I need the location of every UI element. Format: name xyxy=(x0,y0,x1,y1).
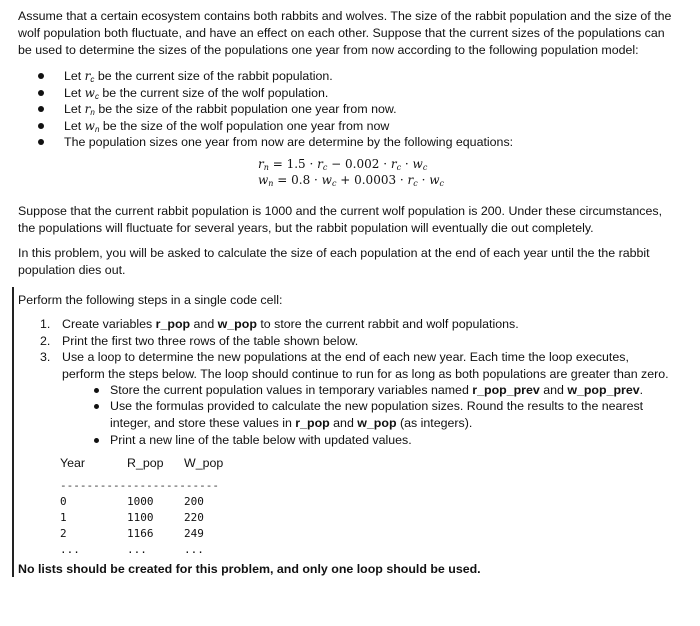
list-item: Let $r_c$ be the current size of the rabbit population. xyxy=(38,68,668,85)
bullet-icon xyxy=(38,123,44,129)
bullet-icon xyxy=(94,438,99,443)
bullet-icon xyxy=(94,404,99,409)
bullet-icon xyxy=(38,73,44,79)
equation-rabbit: $r_n = 1.5 \cdot r_c - 0.002 \cdot r_c \cdot w_c$ xyxy=(258,157,428,172)
task-paragraph: In this problem, you will be asked to calculate the size of each population at the end of each year until the the rabbit population dies out. xyxy=(18,246,650,277)
table-header-wpop: W_pop xyxy=(184,456,224,470)
table-cell: 1000 xyxy=(127,495,154,508)
equation-wolf: $w_n = 0.8 \cdot w_c + 0.0003 \cdot r_c \cdot w_c$ xyxy=(258,173,444,188)
step-item: 3. Use a loop to determine the new populations at the end of each new year. Each time the loop executes, perform the steps below. The loop should continue to run for as long as both populations are greater than zero. xyxy=(40,350,669,381)
steps-list xyxy=(40,316,670,383)
table-header-year: Year xyxy=(60,456,86,470)
section-divider-bar xyxy=(12,287,14,577)
table-rule: ------------------------ xyxy=(60,479,219,492)
table-cell: 220 xyxy=(184,511,204,524)
bullet-icon xyxy=(94,388,99,393)
table-cell: 200 xyxy=(184,495,204,508)
table-cell: ... xyxy=(60,543,80,556)
step-item: 1. Create variables r_pop and w_pop to store the current rabbit and wolf populations. xyxy=(40,317,519,331)
footer-note: No lists should be created for this problem, and only one loop should be used. xyxy=(18,562,481,576)
sub-step-item: Store the current population values in temporary variables named r_pop_prev and w_pop_prev. xyxy=(94,382,669,398)
bullet-icon xyxy=(38,90,44,96)
table-cell: 2 xyxy=(60,527,67,540)
list-item: Let $w_c$ be the current size of the wolf population. xyxy=(38,85,668,102)
definitions-list xyxy=(38,68,668,151)
table-cell: 1 xyxy=(60,511,67,524)
sub-step-item: Use the formulas provided to calculate the new population sizes. Round the results to the nearest integer, and store these values in r_pop and w_pop (as integers). xyxy=(94,398,669,432)
table-cell: 249 xyxy=(184,527,204,540)
table-cell: 1166 xyxy=(127,527,154,540)
intro-paragraph: Assume that a certain ecosystem contains both rabbits and wolves. The size of the rabbit population and the size of the wolf population both fluctuate, and have an effect on each other. Suppose that the current sizes of the populations can be used to determine the sizes of the populations one year from now according to the following population model: xyxy=(18,9,672,57)
sub-step-item: Print a new line of the table below with updated values. xyxy=(94,432,669,448)
step-item: 2. Print the first two three rows of the table shown below. xyxy=(40,333,359,348)
table-cell: 0 xyxy=(60,495,67,508)
bullet-icon xyxy=(38,139,44,145)
table-cell: 1100 xyxy=(127,511,154,524)
bullet-icon xyxy=(38,106,44,112)
steps-intro: Perform the following steps in a single code cell: xyxy=(18,293,283,307)
table-cell: ... xyxy=(184,543,204,556)
scenario-paragraph: Suppose that the current rabbit population is 1000 and the current wolf population is 200. Under these circumstances, the populations will fluctuate for several years, but the rabbit population will eventually die out completely. xyxy=(18,204,663,235)
list-item: The population sizes one year from now are determine by the following equations: xyxy=(38,134,668,151)
table-cell: ... xyxy=(127,543,147,556)
table-header-rpop: R_pop xyxy=(127,456,164,470)
sub-steps-list xyxy=(94,382,669,448)
list-item: Let $w_n$ be the size of the wolf population one year from now xyxy=(38,118,668,135)
list-item: Let $r_n$ be the size of the rabbit population one year from now. xyxy=(38,101,668,118)
